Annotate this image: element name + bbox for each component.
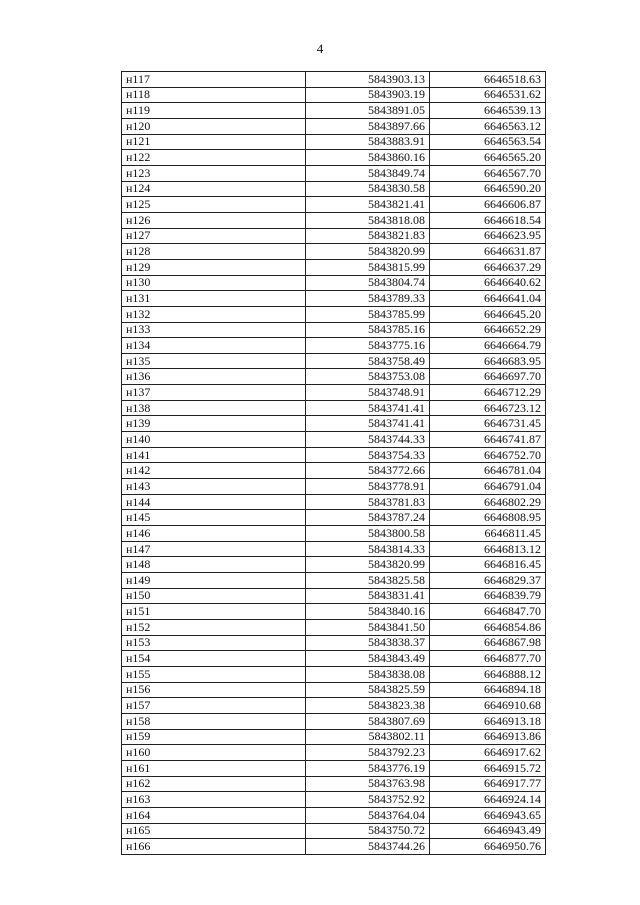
- y-coordinate-cell: 6646531.62: [430, 87, 546, 103]
- x-coordinate-cell: 5843776.19: [306, 760, 430, 776]
- table-row: [122, 729, 546, 745]
- table-row: [122, 839, 546, 855]
- x-coordinate-cell: 5843843.49: [306, 651, 430, 667]
- x-coordinate-cell: 5843754.33: [306, 447, 430, 463]
- table-row: [122, 619, 546, 635]
- table-row: [122, 479, 546, 495]
- point-id-cell: н161: [122, 760, 306, 776]
- x-coordinate-cell: 5843841.50: [306, 619, 430, 635]
- table-row: [122, 541, 546, 557]
- x-coordinate-cell: 5843849.74: [306, 165, 430, 181]
- point-id-cell: н140: [122, 432, 306, 448]
- y-coordinate-cell: 6646867.98: [430, 635, 546, 651]
- point-id-cell: н147: [122, 541, 306, 557]
- table-row: [122, 416, 546, 432]
- table-row: [122, 510, 546, 526]
- x-coordinate-cell: 5843838.08: [306, 666, 430, 682]
- table-row: [122, 760, 546, 776]
- table-row: [122, 306, 546, 322]
- table-row: [122, 526, 546, 542]
- y-coordinate-cell: 6646910.68: [430, 698, 546, 714]
- point-id-cell: н120: [122, 118, 306, 134]
- table-row: [122, 776, 546, 792]
- point-id-cell: н138: [122, 400, 306, 416]
- table-row: [122, 666, 546, 682]
- x-coordinate-cell: 5843744.33: [306, 432, 430, 448]
- y-coordinate-cell: 6646641.04: [430, 291, 546, 307]
- point-id-cell: н137: [122, 385, 306, 401]
- point-id-cell: н145: [122, 510, 306, 526]
- point-id-cell: н121: [122, 134, 306, 150]
- x-coordinate-cell: 5843764.04: [306, 807, 430, 823]
- table-row: [122, 165, 546, 181]
- y-coordinate-cell: 6646712.29: [430, 385, 546, 401]
- table-row: [122, 134, 546, 150]
- y-coordinate-cell: 6646802.29: [430, 494, 546, 510]
- point-id-cell: н151: [122, 604, 306, 620]
- x-coordinate-cell: 5843903.19: [306, 87, 430, 103]
- x-coordinate-cell: 5843772.66: [306, 463, 430, 479]
- y-coordinate-cell: 6646752.70: [430, 447, 546, 463]
- x-coordinate-cell: 5843814.33: [306, 541, 430, 557]
- point-id-cell: н126: [122, 212, 306, 228]
- point-id-cell: н129: [122, 259, 306, 275]
- point-id-cell: н155: [122, 666, 306, 682]
- point-id-cell: н125: [122, 197, 306, 213]
- y-coordinate-cell: 6646847.70: [430, 604, 546, 620]
- point-id-cell: н134: [122, 338, 306, 354]
- table-row: [122, 745, 546, 761]
- table-row: [122, 400, 546, 416]
- table-row: [122, 259, 546, 275]
- point-id-cell: н166: [122, 839, 306, 855]
- table-row: [122, 651, 546, 667]
- table-row: [122, 228, 546, 244]
- point-id-cell: н139: [122, 416, 306, 432]
- point-id-cell: н117: [122, 72, 306, 88]
- y-coordinate-cell: 6646950.76: [430, 839, 546, 855]
- point-id-cell: н119: [122, 103, 306, 119]
- table-row: [122, 463, 546, 479]
- table-row: [122, 447, 546, 463]
- x-coordinate-cell: 5843741.41: [306, 400, 430, 416]
- point-id-cell: н142: [122, 463, 306, 479]
- point-id-cell: н133: [122, 322, 306, 338]
- y-coordinate-cell: 6646623.95: [430, 228, 546, 244]
- x-coordinate-cell: 5843748.91: [306, 385, 430, 401]
- x-coordinate-cell: 5843860.16: [306, 150, 430, 166]
- x-coordinate-cell: 5843831.41: [306, 588, 430, 604]
- y-coordinate-cell: 6646563.12: [430, 118, 546, 134]
- x-coordinate-cell: 5843785.99: [306, 306, 430, 322]
- point-id-cell: н135: [122, 353, 306, 369]
- x-coordinate-cell: 5843821.41: [306, 197, 430, 213]
- table-row: [122, 150, 546, 166]
- table-row: [122, 353, 546, 369]
- y-coordinate-cell: 6646518.63: [430, 72, 546, 88]
- point-id-cell: н136: [122, 369, 306, 385]
- table-row: [122, 588, 546, 604]
- table-row: [122, 682, 546, 698]
- y-coordinate-cell: 6646645.20: [430, 306, 546, 322]
- y-coordinate-cell: 6646563.54: [430, 134, 546, 150]
- table-row: [122, 118, 546, 134]
- point-id-cell: н164: [122, 807, 306, 823]
- point-id-cell: н141: [122, 447, 306, 463]
- point-id-cell: н144: [122, 494, 306, 510]
- point-id-cell: н143: [122, 479, 306, 495]
- x-coordinate-cell: 5843823.38: [306, 698, 430, 714]
- table-row: [122, 181, 546, 197]
- table-row: [122, 212, 546, 228]
- x-coordinate-cell: 5843897.66: [306, 118, 430, 134]
- x-coordinate-cell: 5843802.11: [306, 729, 430, 745]
- x-coordinate-cell: 5843741.41: [306, 416, 430, 432]
- x-coordinate-cell: 5843763.98: [306, 776, 430, 792]
- y-coordinate-cell: 6646913.86: [430, 729, 546, 745]
- y-coordinate-cell: 6646854.86: [430, 619, 546, 635]
- x-coordinate-cell: 5843792.23: [306, 745, 430, 761]
- y-coordinate-cell: 6646943.49: [430, 823, 546, 839]
- table-row: [122, 197, 546, 213]
- point-id-cell: н124: [122, 181, 306, 197]
- y-coordinate-cell: 6646913.18: [430, 713, 546, 729]
- point-id-cell: н123: [122, 165, 306, 181]
- y-coordinate-cell: 6646829.37: [430, 573, 546, 589]
- y-coordinate-cell: 6646791.04: [430, 479, 546, 495]
- coordinates-table-body: [122, 72, 546, 855]
- y-coordinate-cell: 6646652.29: [430, 322, 546, 338]
- y-coordinate-cell: 6646943.65: [430, 807, 546, 823]
- table-row: [122, 557, 546, 573]
- x-coordinate-cell: 5843838.37: [306, 635, 430, 651]
- y-coordinate-cell: 6646683.95: [430, 353, 546, 369]
- point-id-cell: н158: [122, 713, 306, 729]
- y-coordinate-cell: 6646723.12: [430, 400, 546, 416]
- x-coordinate-cell: 5843820.99: [306, 244, 430, 260]
- y-coordinate-cell: 6646664.79: [430, 338, 546, 354]
- point-id-cell: н159: [122, 729, 306, 745]
- point-id-cell: н165: [122, 823, 306, 839]
- table-row: [122, 291, 546, 307]
- table-row: [122, 604, 546, 620]
- x-coordinate-cell: 5843785.16: [306, 322, 430, 338]
- point-id-cell: н128: [122, 244, 306, 260]
- x-coordinate-cell: 5843840.16: [306, 604, 430, 620]
- table-row: [122, 792, 546, 808]
- y-coordinate-cell: 6646631.87: [430, 244, 546, 260]
- y-coordinate-cell: 6646811.45: [430, 526, 546, 542]
- point-id-cell: н122: [122, 150, 306, 166]
- y-coordinate-cell: 6646781.04: [430, 463, 546, 479]
- y-coordinate-cell: 6646606.87: [430, 197, 546, 213]
- x-coordinate-cell: 5843818.08: [306, 212, 430, 228]
- table-row: [122, 807, 546, 823]
- page-number: 4: [316, 41, 324, 56]
- table-row: [122, 573, 546, 589]
- point-id-cell: н154: [122, 651, 306, 667]
- point-id-cell: н153: [122, 635, 306, 651]
- table-row: [122, 103, 546, 119]
- table-row: [122, 713, 546, 729]
- point-id-cell: н148: [122, 557, 306, 573]
- x-coordinate-cell: 5843825.58: [306, 573, 430, 589]
- y-coordinate-cell: 6646697.70: [430, 369, 546, 385]
- y-coordinate-cell: 6646894.18: [430, 682, 546, 698]
- x-coordinate-cell: 5843825.59: [306, 682, 430, 698]
- x-coordinate-cell: 5843789.33: [306, 291, 430, 307]
- table-row: [122, 338, 546, 354]
- point-id-cell: н162: [122, 776, 306, 792]
- x-coordinate-cell: 5843744.26: [306, 839, 430, 855]
- x-coordinate-cell: 5843821.83: [306, 228, 430, 244]
- point-id-cell: н149: [122, 573, 306, 589]
- x-coordinate-cell: 5843830.58: [306, 181, 430, 197]
- table-row: [122, 635, 546, 651]
- y-coordinate-cell: 6646888.12: [430, 666, 546, 682]
- table-row: [122, 369, 546, 385]
- y-coordinate-cell: 6646877.70: [430, 651, 546, 667]
- y-coordinate-cell: 6646924.14: [430, 792, 546, 808]
- point-id-cell: н156: [122, 682, 306, 698]
- x-coordinate-cell: 5843807.69: [306, 713, 430, 729]
- y-coordinate-cell: 6646539.13: [430, 103, 546, 119]
- point-id-cell: н163: [122, 792, 306, 808]
- x-coordinate-cell: 5843820.99: [306, 557, 430, 573]
- x-coordinate-cell: 5843804.74: [306, 275, 430, 291]
- x-coordinate-cell: 5843775.16: [306, 338, 430, 354]
- x-coordinate-cell: 5843752.92: [306, 792, 430, 808]
- point-id-cell: н157: [122, 698, 306, 714]
- table-row: [122, 494, 546, 510]
- table-row: [122, 698, 546, 714]
- point-id-cell: н131: [122, 291, 306, 307]
- table-row: [122, 87, 546, 103]
- table-row: [122, 823, 546, 839]
- x-coordinate-cell: 5843891.05: [306, 103, 430, 119]
- coordinates-table: [121, 71, 546, 855]
- y-coordinate-cell: 6646567.70: [430, 165, 546, 181]
- x-coordinate-cell: 5843800.58: [306, 526, 430, 542]
- table-row: [122, 244, 546, 260]
- x-coordinate-cell: 5843815.99: [306, 259, 430, 275]
- x-coordinate-cell: 5843753.08: [306, 369, 430, 385]
- y-coordinate-cell: 6646640.62: [430, 275, 546, 291]
- x-coordinate-cell: 5843781.83: [306, 494, 430, 510]
- x-coordinate-cell: 5843758.49: [306, 353, 430, 369]
- point-id-cell: н160: [122, 745, 306, 761]
- x-coordinate-cell: 5843750.72: [306, 823, 430, 839]
- x-coordinate-cell: 5843787.24: [306, 510, 430, 526]
- y-coordinate-cell: 6646741.87: [430, 432, 546, 448]
- y-coordinate-cell: 6646839.79: [430, 588, 546, 604]
- point-id-cell: н150: [122, 588, 306, 604]
- table-row: [122, 275, 546, 291]
- x-coordinate-cell: 5843883.91: [306, 134, 430, 150]
- y-coordinate-cell: 6646813.12: [430, 541, 546, 557]
- y-coordinate-cell: 6646917.62: [430, 745, 546, 761]
- y-coordinate-cell: 6646816.45: [430, 557, 546, 573]
- table-row: [122, 432, 546, 448]
- x-coordinate-cell: 5843778.91: [306, 479, 430, 495]
- y-coordinate-cell: 6646565.20: [430, 150, 546, 166]
- point-id-cell: н130: [122, 275, 306, 291]
- y-coordinate-cell: 6646915.72: [430, 760, 546, 776]
- y-coordinate-cell: 6646731.45: [430, 416, 546, 432]
- point-id-cell: н146: [122, 526, 306, 542]
- y-coordinate-cell: 6646637.29: [430, 259, 546, 275]
- x-coordinate-cell: 5843903.13: [306, 72, 430, 88]
- y-coordinate-cell: 6646618.54: [430, 212, 546, 228]
- point-id-cell: н118: [122, 87, 306, 103]
- table-row: [122, 322, 546, 338]
- table-row: [122, 72, 546, 88]
- y-coordinate-cell: 6646917.77: [430, 776, 546, 792]
- point-id-cell: н152: [122, 619, 306, 635]
- y-coordinate-cell: 6646590.20: [430, 181, 546, 197]
- point-id-cell: н132: [122, 306, 306, 322]
- point-id-cell: н127: [122, 228, 306, 244]
- table-row: [122, 385, 546, 401]
- y-coordinate-cell: 6646808.95: [430, 510, 546, 526]
